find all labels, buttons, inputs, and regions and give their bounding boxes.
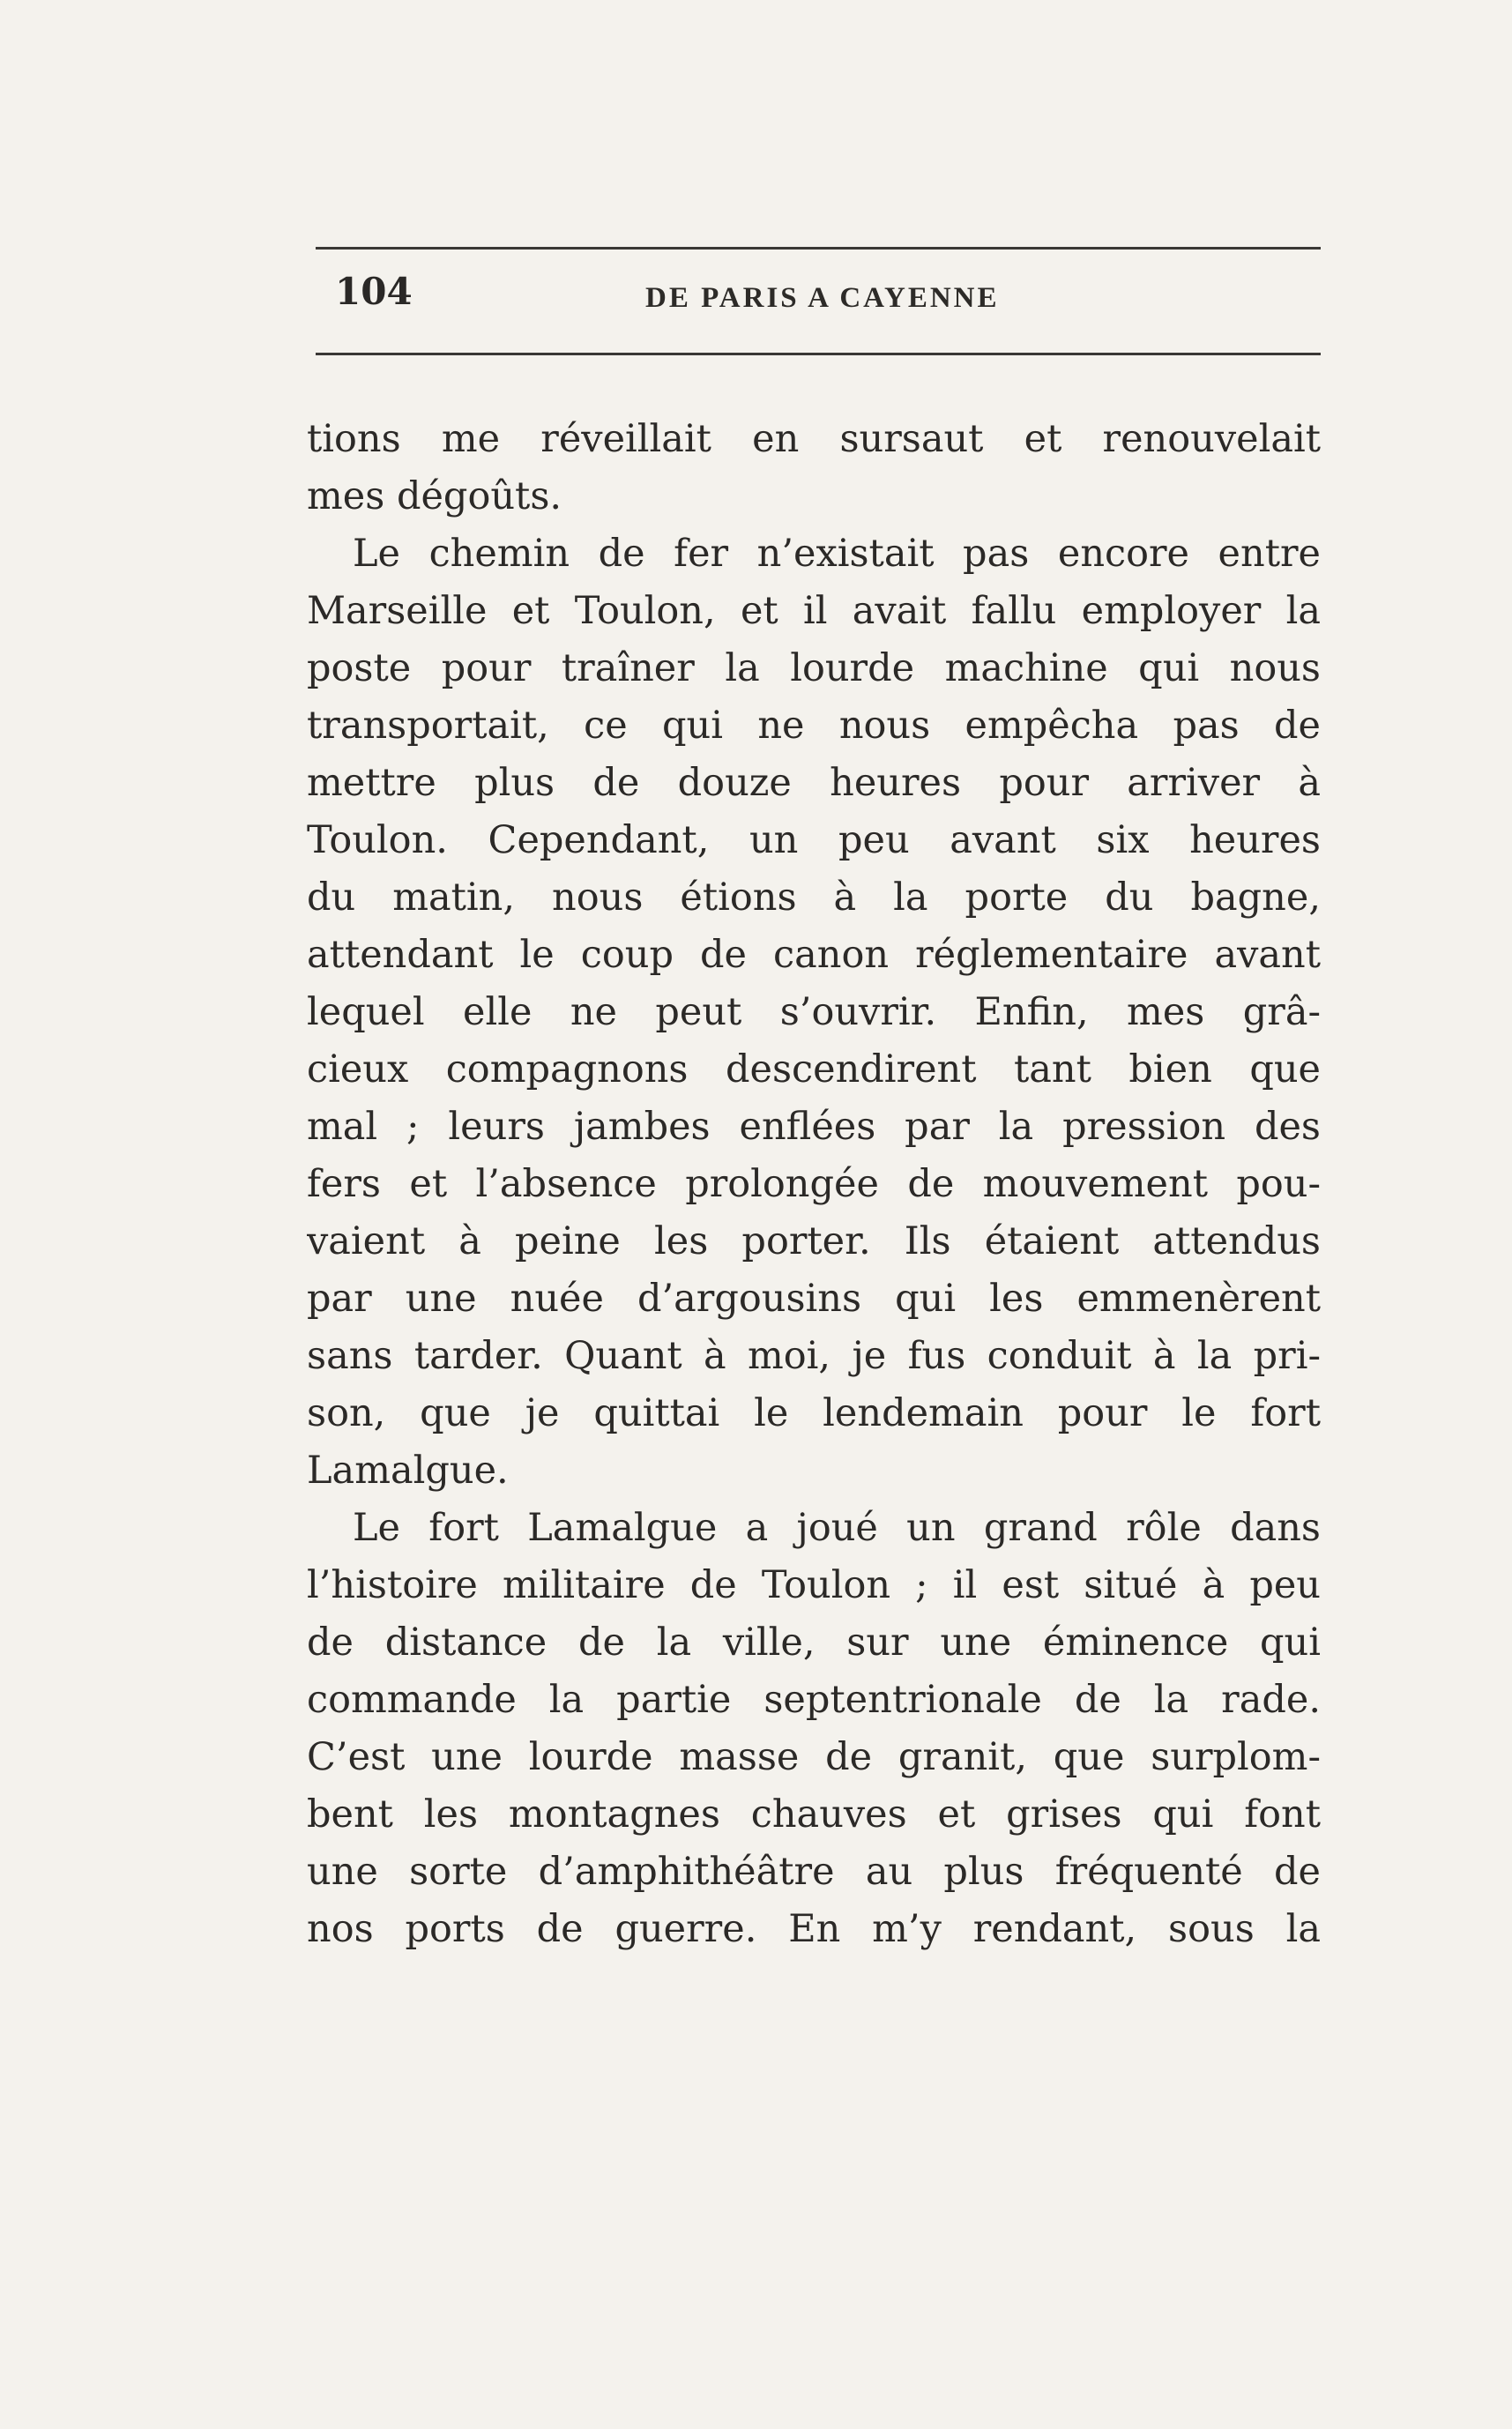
running-title: DE PARIS A CAYENNE [645, 282, 1000, 314]
text-line: mettre plus de douze heures pour arriver à [307, 761, 1321, 805]
page-number: 104 [335, 270, 413, 313]
text-line: mal ; leurs jambes enflées par la pression des [307, 1105, 1321, 1149]
text-line: nos ports de guerre. En m’y rendant, sous la [307, 1907, 1321, 1951]
text-line: poste pour traîner la lourde machine qui nous [307, 646, 1321, 690]
header-bottom-rule [316, 353, 1321, 355]
text-line: transportait, ce qui ne nous empêcha pas de [307, 704, 1321, 748]
text-line: attendant le coup de canon réglementaire avant [307, 933, 1321, 977]
text-line: Le chemin de fer n’existait pas encore entre [353, 532, 1321, 576]
text-line: par une nuée d’argousins qui les emmenèrent [307, 1277, 1321, 1321]
text-line: Le fort Lamalgue a joué un grand rôle dans [353, 1506, 1321, 1550]
header-top-rule [316, 247, 1321, 250]
text-line: mes dégoûts. [307, 474, 562, 518]
text-line: fers et l’absence prolongée de mouvement pou- [307, 1162, 1321, 1206]
text-line: l’histoire militaire de Toulon ; il est situé à peu [307, 1563, 1321, 1607]
text-line: C’est une lourde masse de granit, que surplom- [307, 1735, 1321, 1779]
text-line: Toulon. Cependant, un peu avant six heures [307, 818, 1321, 862]
text-line: son, que je quittai le lendemain pour le fort [307, 1391, 1321, 1435]
text-line: bent les montagnes chauves et grises qui font [307, 1792, 1321, 1837]
text-line: vaient à peine les porter. Ils étaient attendus [307, 1219, 1321, 1263]
text-line: commande la partie septentrionale de la rade. [307, 1678, 1321, 1722]
text-line: Lamalgue. [307, 1449, 509, 1493]
body-text [307, 411, 1321, 1958]
text-line: une sorte d’amphithéâtre au plus fréquenté de [307, 1850, 1321, 1894]
text-line: sans tarder. Quant à moi, je fus conduit à la pri- [307, 1334, 1321, 1378]
text-line: cieux compagnons descendirent tant bien que [307, 1047, 1321, 1092]
text-line: de distance de la ville, sur une éminence qui [307, 1621, 1321, 1665]
text-line: Marseille et Toulon, et il avait fallu employer la [307, 589, 1321, 633]
text-line: du matin, nous étions à la porte du bagne, [307, 875, 1321, 920]
running-header [335, 270, 1321, 323]
text-line: lequel elle ne peut s’ouvrir. Enfin, mes grâ- [307, 990, 1321, 1034]
text-line: tions me réveillait en sursaut et renouvelait [307, 417, 1321, 461]
